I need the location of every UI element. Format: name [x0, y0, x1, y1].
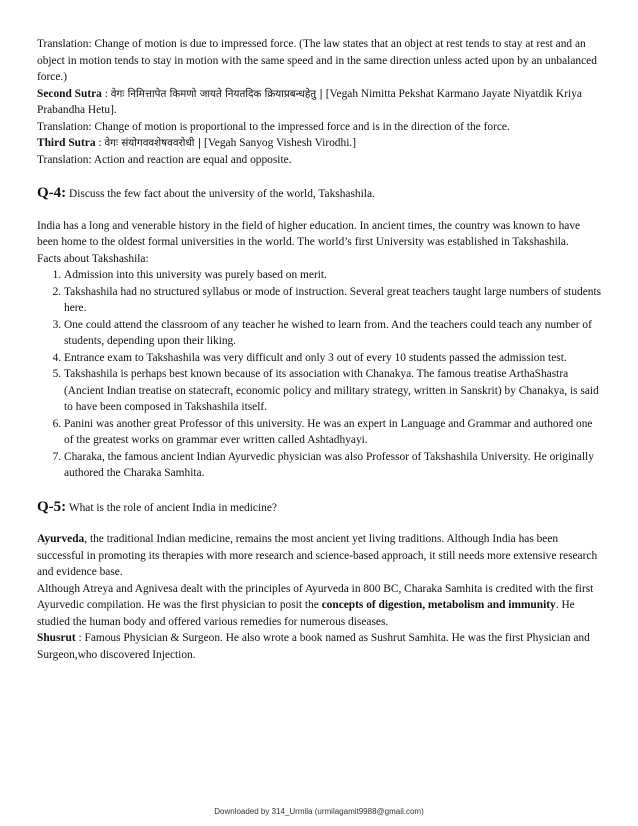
translation-second-sutra: Translation: Change of motion is proportional to the impressed force and is in the direction of the force.	[37, 120, 510, 133]
atreya-end: . He studied the human body and offered various remedies for numerous diseases.	[37, 599, 575, 628]
translation-first-sutra: Translation: Change of motion is due to impressed force. (The law states that an object at rest tends to stay at rest and an object in motion tends to stay in motion with the same speed and in the same direction unless acted upon by an unbalanced force.)	[37, 38, 597, 83]
shusrut-term: Shusrut	[37, 632, 76, 644]
third-sutra	[37, 135, 603, 152]
download-footer: Downloaded by 314_Urmila (urmilagamit9988@gmail.com)	[214, 807, 424, 816]
question-4-label: Q-4:	[37, 185, 67, 201]
translation-third-sutra: Translation: Action and reaction are equal and opposite.	[37, 153, 292, 166]
q5-atreya-paragraph	[37, 581, 603, 631]
atreya-concepts: concepts of digestion, metabolism and immunity	[321, 599, 556, 611]
third-sutra-sanskrit: वेगः संयोगववशेषववरोधी |	[104, 137, 202, 149]
list-item: 2. Takshashila had no structured syllabus or mode of instruction. Several great teachers taught large numbers of students here.	[64, 284, 603, 317]
question-4-heading	[37, 185, 603, 203]
q4-facts-list	[37, 267, 603, 482]
ayurveda-term: Ayurveda	[37, 533, 85, 545]
list-item: 7. Charaka, the famous ancient Indian Ayurvedic physician was also Professor of Takshashila University. He originally authored the Charaka Samhita.	[64, 449, 603, 482]
q5-ayurveda-paragraph	[37, 531, 603, 581]
list-item: 1. Admission into this university was purely based on merit.	[64, 267, 603, 284]
document-page	[37, 36, 603, 663]
list-item: 6. Panini was another great Professor of this university. He was an expert in Language and Grammar and authored one of the greatest works on grammar ever written called Ashtadhyayi.	[64, 416, 603, 449]
third-sutra-translit: [Vegah Sanyog Vishesh Virodhi.]	[201, 137, 357, 149]
third-sutra-label: Third Sutra	[37, 137, 96, 149]
shusrut-text: : Famous Physician & Surgeon. He also wrote a book named as Sushrut Samhita. He was the first Physician and Surgeon,who discovered Injection.	[37, 632, 590, 661]
third-sutra-sep: :	[95, 137, 105, 149]
q5-shusrut-paragraph	[37, 630, 603, 663]
list-item: 4. Entrance exam to Takshashila was very difficult and only 3 out of every 10 students passed the admission test.	[64, 350, 603, 367]
ayurveda-text: , the traditional Indian medicine, remains the most ancient yet living traditions. Although India has been successful in promoting its therapies with more research and science-based approach, it still needs more extensive research and evidence base.	[37, 533, 598, 578]
second-sutra-sep: :	[101, 87, 111, 100]
atreya-text: Although Atreya and Agnivesa dealt with the principles of Ayurveda in 800 BC, Charaka Samhita is credited with the first Ayurvedic compilation. He was the first physician to posit the	[37, 582, 594, 611]
second-sutra-label: Second Sutra	[37, 87, 102, 100]
q4-intro: India has a long and venerable history in the field of higher education. In ancient times, the country was known to have been home to the oldest formal universities in the world. The world’s first University was established in Takshashila.	[37, 219, 581, 248]
second-sutra-translit: [Vegah Nimitta Pekshat Karmano Jayate Niyatdik Kriya Prabandha Hetu].	[37, 87, 582, 116]
question-5-text: What is the role of ancient India in medicine?	[66, 501, 277, 514]
second-sutra-sanskrit: वेगः निमित्तापेत किमणो जायते नियतदिक क्रियाप्रबन्धहेतु |	[110, 87, 323, 100]
question-4-text: Discuss the few fact about the university of the world, Takshashila.	[66, 188, 375, 200]
q4-facts-heading: Facts about Takshashila:	[37, 252, 149, 265]
question-5-heading	[37, 499, 603, 517]
list-item: 3. One could attend the classroom of any teacher he wished to learn from. And the teachers could teach any number of students, depending upon their liking.	[64, 317, 603, 350]
list-item: 5. Takshashila is perhaps best known because of its association with Chanakya. The famous treatise ArthaShastra (Ancient Indian treatise on statecraft, economic policy and military strategy, written in Sanskrit) by Chanakya, is said to have been composed in Takshashila itself.	[64, 366, 603, 416]
question-5-label: Q-5:	[37, 498, 67, 515]
second-sutra	[37, 86, 603, 119]
